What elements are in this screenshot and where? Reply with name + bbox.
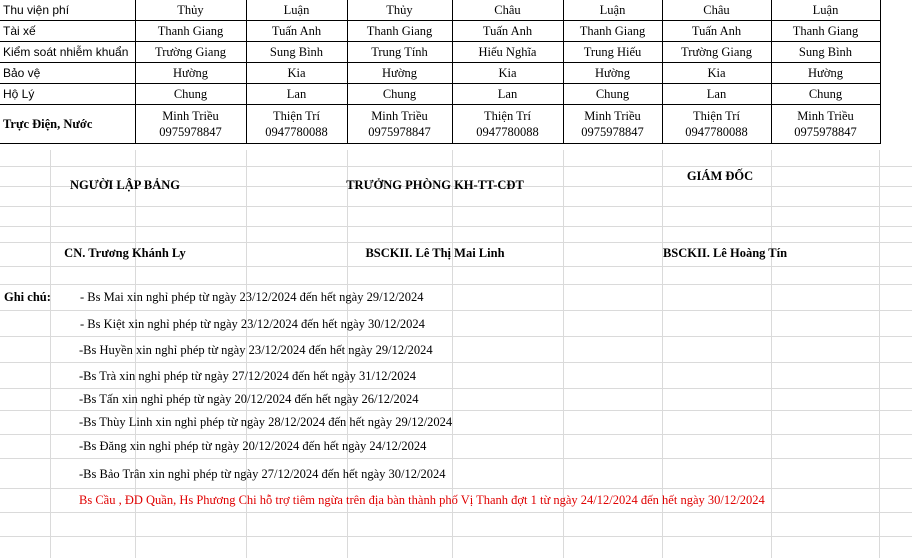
preparer-name: CN. Trương Khánh Ly — [64, 246, 186, 260]
schedule-cell: Kia — [662, 63, 771, 84]
schedule-cell: Trường Giang — [662, 42, 771, 63]
utility-phone: 0975978847 — [368, 125, 431, 139]
schedule-cell: Lan — [246, 84, 347, 105]
utility-name: Minh Triều — [162, 109, 219, 123]
utility-cell — [452, 105, 563, 144]
schedule-cell: Luận — [563, 0, 662, 21]
schedule-row — [0, 21, 880, 42]
schedule-cell: Tuấn Anh — [246, 21, 347, 42]
row-label: Bảo vệ — [0, 63, 135, 84]
schedule-cell: Sung Bình — [771, 42, 880, 63]
utility-cell — [771, 105, 880, 144]
utility-phone: 0947780088 — [476, 125, 539, 139]
director-title: GIÁM ĐỐC — [686, 169, 754, 183]
schedule-cell: Thanh Giang — [771, 21, 880, 42]
schedule-cell: Trung Hiếu — [563, 42, 662, 63]
schedule-cell: Chung — [771, 84, 880, 105]
director-name: BSCKII. Lê Hoàng Tín — [662, 246, 788, 260]
note-item: -Bs Tấn xin nghỉ phép từ ngày 20/12/2024 đến hết ngày 26/12/2024 — [79, 392, 419, 406]
row-label: Trực Điện, Nước — [0, 105, 135, 144]
schedule-row — [0, 0, 880, 21]
utility-name: Minh Triều — [371, 109, 428, 123]
department-name: BSCKII. Lê Thị Mai Linh — [365, 246, 505, 260]
utility-cell — [246, 105, 347, 144]
schedule-cell: Luận — [771, 0, 880, 21]
row-label: Thu viện phí — [0, 0, 135, 21]
note-item: -Bs Huyền xin nghỉ phép từ ngày 23/12/2024 đến hết ngày 29/12/2024 — [79, 343, 433, 357]
schedule-cell: Thanh Giang — [347, 21, 452, 42]
note-item: -Bs Đăng xin nghỉ phép từ ngày 20/12/2024 đến hết ngày 24/12/2024 — [79, 439, 427, 453]
schedule-cell: Thanh Giang — [135, 21, 246, 42]
schedule-cell: Lan — [662, 84, 771, 105]
schedule-cell: Hường — [771, 63, 880, 84]
utility-name: Thiện Trí — [484, 109, 531, 123]
utility-phone: 0975978847 — [794, 125, 857, 139]
row-label: Tài xế — [0, 21, 135, 42]
schedule-cell: Hường — [563, 63, 662, 84]
schedule-cell: Hiếu Nghĩa — [452, 42, 563, 63]
note-item: - Bs Mai xin nghỉ phép từ ngày 23/12/2024 đến hết ngày 29/12/2024 — [80, 290, 424, 304]
schedule-cell: Trường Giang — [135, 42, 246, 63]
schedule-row — [0, 63, 880, 84]
utility-phone: 0975978847 — [159, 125, 222, 139]
utility-cell — [135, 105, 246, 144]
schedule-cell: Trung Tính — [347, 42, 452, 63]
row-label: Hộ Lý — [0, 84, 135, 105]
notes-label: Ghi chú: — [4, 290, 51, 304]
schedule-row — [0, 84, 880, 105]
preparer-title: NGƯỜI LẬP BẢNG — [70, 178, 180, 192]
utility-phone: 0975978847 — [581, 125, 644, 139]
schedule-cell: Chung — [563, 84, 662, 105]
schedule-cell: Luận — [246, 0, 347, 21]
utility-name: Minh Triều — [797, 109, 854, 123]
note-item: -Bs Trà xin nghỉ phép từ ngày 27/12/2024 đến hết ngày 31/12/2024 — [79, 369, 416, 383]
schedule-cell: Lan — [452, 84, 563, 105]
schedule-cell: Tuấn Anh — [452, 21, 563, 42]
note-item: -Bs Thùy Linh xin nghỉ phép từ ngày 28/12/2024 đến hết ngày 29/12/2024 — [79, 415, 453, 429]
schedule-cell: Thủy — [347, 0, 452, 21]
note-item: - Bs Kiệt xin nghỉ phép từ ngày 23/12/2024 đến hết ngày 30/12/2024 — [80, 317, 425, 331]
utility-cell — [563, 105, 662, 144]
department-title: TRƯỞNG PHÒNG KH-TT-CĐT — [346, 178, 524, 192]
schedule-cell: Thanh Giang — [563, 21, 662, 42]
schedule-cell: Chung — [135, 84, 246, 105]
schedule-cell: Chung — [347, 84, 452, 105]
duty-schedule-table — [0, 0, 881, 144]
utility-name: Minh Triều — [584, 109, 641, 123]
utility-phone: 0947780088 — [685, 125, 748, 139]
utility-name: Thiện Trí — [693, 109, 740, 123]
schedule-cell: Châu — [662, 0, 771, 21]
schedule-cell: Hường — [347, 63, 452, 84]
utility-cell — [662, 105, 771, 144]
row-label: Kiểm soát nhiễm khuẩn — [0, 42, 135, 63]
schedule-row — [0, 42, 880, 63]
schedule-cell: Kia — [452, 63, 563, 84]
schedule-cell: Thủy — [135, 0, 246, 21]
utility-row — [0, 105, 880, 144]
schedule-cell: Châu — [452, 0, 563, 21]
utility-cell — [347, 105, 452, 144]
utility-phone: 0947780088 — [265, 125, 328, 139]
note-item: -Bs Bảo Trân xin nghỉ phép từ ngày 27/12/2024 đến hết ngày 30/12/2024 — [79, 467, 446, 481]
schedule-cell: Kia — [246, 63, 347, 84]
note-highlight: Bs Cầu , ĐD Quần, Hs Phương Chi hỗ trợ tiêm ngừa trên địa bàn thành phố Vị Thanh đợt 1 từ ngày 24/12/2024 đến hết ngày 30/12/2024 — [79, 493, 765, 507]
schedule-cell: Hường — [135, 63, 246, 84]
utility-name: Thiện Trí — [273, 109, 320, 123]
schedule-cell: Tuấn Anh — [662, 21, 771, 42]
schedule-cell: Sung Bình — [246, 42, 347, 63]
